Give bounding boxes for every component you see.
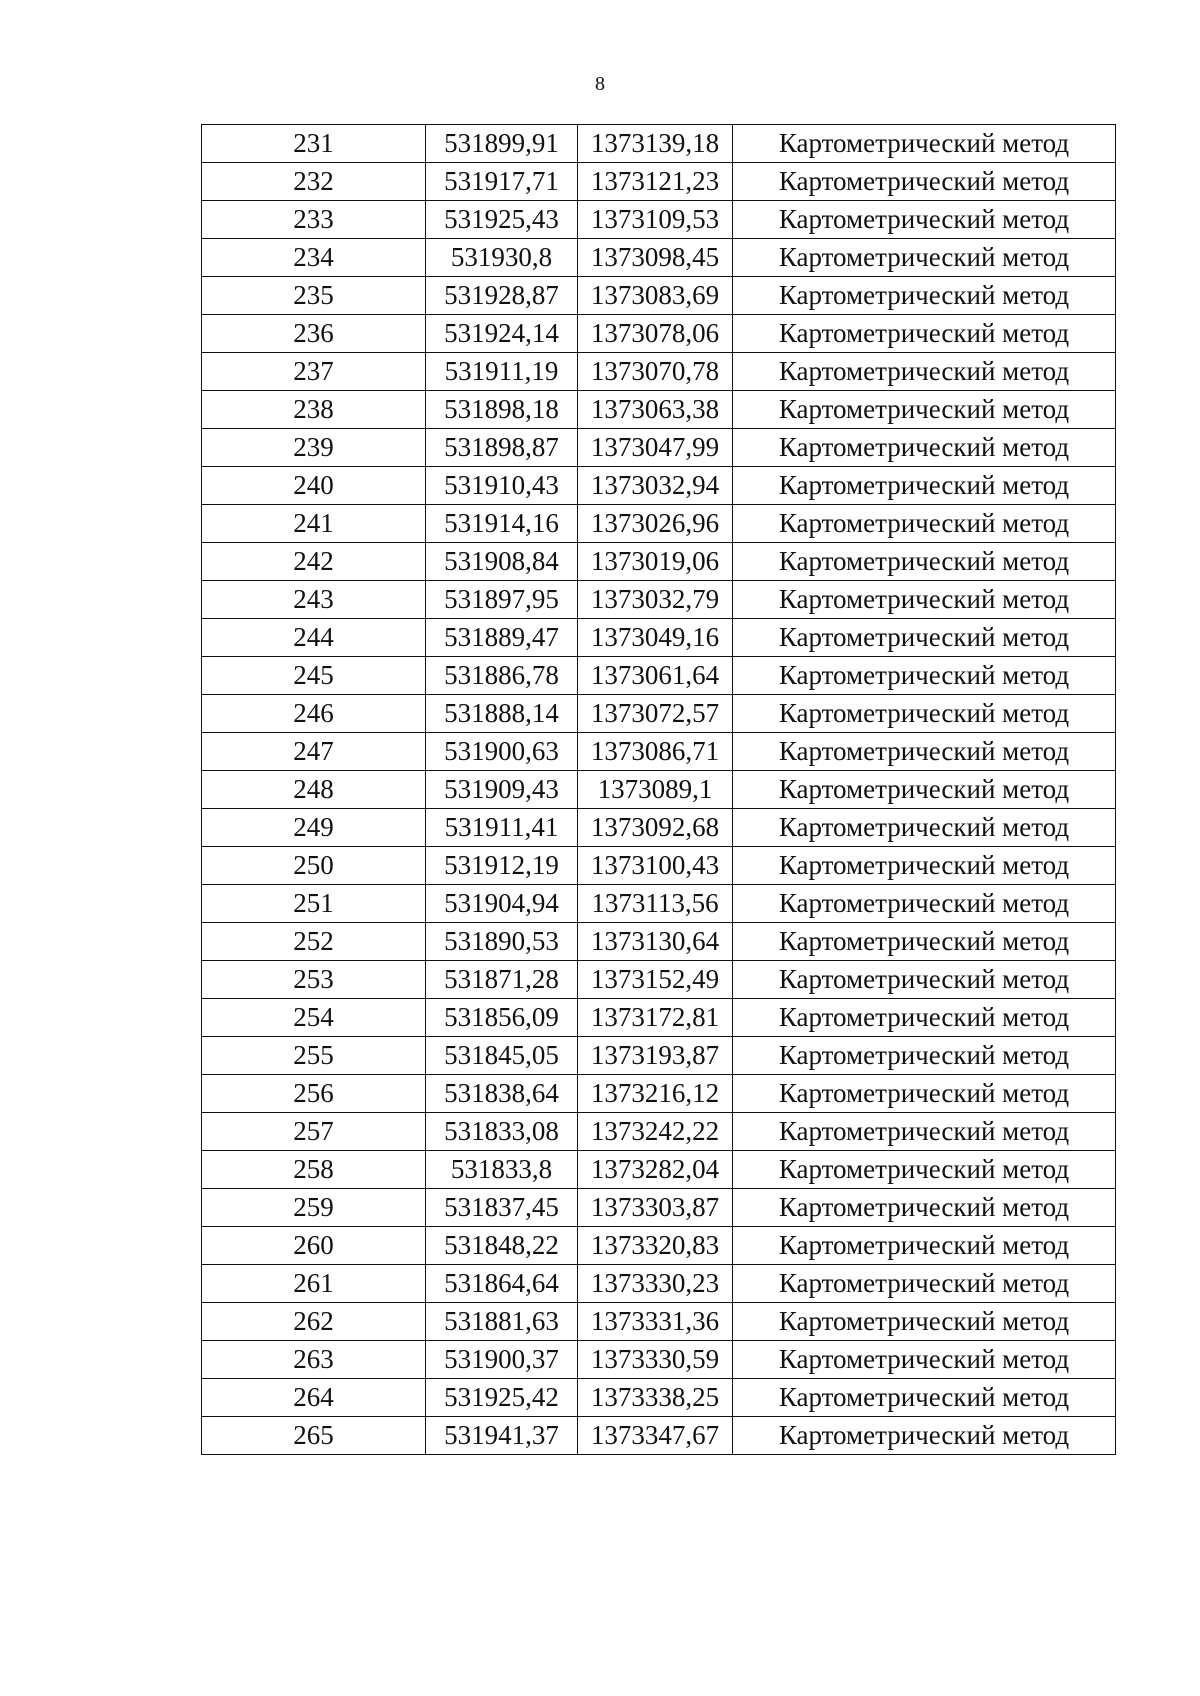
- method-cell: Картометрический метод: [733, 771, 1116, 809]
- table-row: [202, 771, 1116, 809]
- x-coordinate-cell: 531904,94: [426, 885, 578, 923]
- y-coordinate-cell: 1373072,57: [578, 695, 733, 733]
- y-coordinate-cell: 1373338,25: [578, 1379, 733, 1417]
- x-coordinate-cell: 531897,95: [426, 581, 578, 619]
- point-number-cell: 238: [202, 391, 426, 429]
- point-number-cell: 252: [202, 923, 426, 961]
- method-cell: Картометрический метод: [733, 619, 1116, 657]
- x-coordinate-cell: 531886,78: [426, 657, 578, 695]
- method-cell: Картометрический метод: [733, 543, 1116, 581]
- table-row: [202, 391, 1116, 429]
- table-row: [202, 1075, 1116, 1113]
- table-row: [202, 923, 1116, 961]
- method-cell: Картометрический метод: [733, 695, 1116, 733]
- y-coordinate-cell: 1373078,06: [578, 315, 733, 353]
- method-cell: Картометрический метод: [733, 505, 1116, 543]
- point-number-cell: 235: [202, 277, 426, 315]
- method-cell: Картометрический метод: [733, 201, 1116, 239]
- x-coordinate-cell: 531917,71: [426, 163, 578, 201]
- method-cell: Картометрический метод: [733, 125, 1116, 163]
- y-coordinate-cell: 1373083,69: [578, 277, 733, 315]
- method-cell: Картометрический метод: [733, 1379, 1116, 1417]
- y-coordinate-cell: 1373098,45: [578, 239, 733, 277]
- y-coordinate-cell: 1373086,71: [578, 733, 733, 771]
- x-coordinate-cell: 531864,64: [426, 1265, 578, 1303]
- table-row: [202, 277, 1116, 315]
- method-cell: Картометрический метод: [733, 1075, 1116, 1113]
- table-row: [202, 885, 1116, 923]
- point-number-cell: 245: [202, 657, 426, 695]
- table-row: [202, 1265, 1116, 1303]
- point-number-cell: 242: [202, 543, 426, 581]
- table-row: [202, 505, 1116, 543]
- method-cell: Картометрический метод: [733, 1341, 1116, 1379]
- method-cell: Картометрический метод: [733, 1227, 1116, 1265]
- x-coordinate-cell: 531925,42: [426, 1379, 578, 1417]
- y-coordinate-cell: 1373089,1: [578, 771, 733, 809]
- x-coordinate-cell: 531900,63: [426, 733, 578, 771]
- y-coordinate-cell: 1373092,68: [578, 809, 733, 847]
- y-coordinate-cell: 1373061,64: [578, 657, 733, 695]
- x-coordinate-cell: 531898,18: [426, 391, 578, 429]
- point-number-cell: 249: [202, 809, 426, 847]
- method-cell: Картометрический метод: [733, 277, 1116, 315]
- point-number-cell: 262: [202, 1303, 426, 1341]
- y-coordinate-cell: 1373320,83: [578, 1227, 733, 1265]
- table-row: [202, 1417, 1116, 1455]
- table-row: [202, 619, 1116, 657]
- method-cell: Картометрический метод: [733, 885, 1116, 923]
- y-coordinate-cell: 1373047,99: [578, 429, 733, 467]
- x-coordinate-cell: 531856,09: [426, 999, 578, 1037]
- point-number-cell: 246: [202, 695, 426, 733]
- table-row: [202, 125, 1116, 163]
- y-coordinate-cell: 1373032,79: [578, 581, 733, 619]
- method-cell: Картометрический метод: [733, 163, 1116, 201]
- y-coordinate-cell: 1373172,81: [578, 999, 733, 1037]
- point-number-cell: 261: [202, 1265, 426, 1303]
- point-number-cell: 259: [202, 1189, 426, 1227]
- y-coordinate-cell: 1373032,94: [578, 467, 733, 505]
- table-row: [202, 1379, 1116, 1417]
- point-number-cell: 236: [202, 315, 426, 353]
- method-cell: Картометрический метод: [733, 1303, 1116, 1341]
- y-coordinate-cell: 1373070,78: [578, 353, 733, 391]
- x-coordinate-cell: 531930,8: [426, 239, 578, 277]
- y-coordinate-cell: 1373242,22: [578, 1113, 733, 1151]
- table-row: [202, 847, 1116, 885]
- y-coordinate-cell: 1373152,49: [578, 961, 733, 999]
- y-coordinate-cell: 1373216,12: [578, 1075, 733, 1113]
- point-number-cell: 255: [202, 1037, 426, 1075]
- x-coordinate-cell: 531838,64: [426, 1075, 578, 1113]
- method-cell: Картометрический метод: [733, 657, 1116, 695]
- method-cell: Картометрический метод: [733, 847, 1116, 885]
- method-cell: Картометрический метод: [733, 961, 1116, 999]
- x-coordinate-cell: 531909,43: [426, 771, 578, 809]
- point-number-cell: 231: [202, 125, 426, 163]
- y-coordinate-cell: 1373139,18: [578, 125, 733, 163]
- point-number-cell: 256: [202, 1075, 426, 1113]
- x-coordinate-cell: 531848,22: [426, 1227, 578, 1265]
- table-row: [202, 581, 1116, 619]
- coordinates-table: [201, 124, 1116, 1455]
- method-cell: Картометрический метод: [733, 1151, 1116, 1189]
- table-row: [202, 1341, 1116, 1379]
- x-coordinate-cell: 531871,28: [426, 961, 578, 999]
- method-cell: Картометрический метод: [733, 1417, 1116, 1455]
- point-number-cell: 263: [202, 1341, 426, 1379]
- table-row: [202, 961, 1116, 999]
- x-coordinate-cell: 531911,41: [426, 809, 578, 847]
- x-coordinate-cell: 531914,16: [426, 505, 578, 543]
- point-number-cell: 233: [202, 201, 426, 239]
- point-number-cell: 265: [202, 1417, 426, 1455]
- point-number-cell: 232: [202, 163, 426, 201]
- table-row: [202, 163, 1116, 201]
- y-coordinate-cell: 1373331,36: [578, 1303, 733, 1341]
- point-number-cell: 248: [202, 771, 426, 809]
- table-row: [202, 201, 1116, 239]
- table-row: [202, 429, 1116, 467]
- point-number-cell: 251: [202, 885, 426, 923]
- table-row: [202, 239, 1116, 277]
- y-coordinate-cell: 1373303,87: [578, 1189, 733, 1227]
- y-coordinate-cell: 1373121,23: [578, 163, 733, 201]
- point-number-cell: 239: [202, 429, 426, 467]
- x-coordinate-cell: 531910,43: [426, 467, 578, 505]
- y-coordinate-cell: 1373019,06: [578, 543, 733, 581]
- point-number-cell: 243: [202, 581, 426, 619]
- x-coordinate-cell: 531899,91: [426, 125, 578, 163]
- method-cell: Картометрический метод: [733, 581, 1116, 619]
- method-cell: Картометрический метод: [733, 429, 1116, 467]
- method-cell: Картометрический метод: [733, 1113, 1116, 1151]
- point-number-cell: 244: [202, 619, 426, 657]
- y-coordinate-cell: 1373193,87: [578, 1037, 733, 1075]
- method-cell: Картометрический метод: [733, 353, 1116, 391]
- table-row: [202, 315, 1116, 353]
- point-number-cell: 257: [202, 1113, 426, 1151]
- table-row: [202, 467, 1116, 505]
- y-coordinate-cell: 1373100,43: [578, 847, 733, 885]
- table-row: [202, 1227, 1116, 1265]
- y-coordinate-cell: 1373282,04: [578, 1151, 733, 1189]
- method-cell: Картометрический метод: [733, 923, 1116, 961]
- x-coordinate-cell: 531898,87: [426, 429, 578, 467]
- table-row: [202, 1113, 1116, 1151]
- method-cell: Картометрический метод: [733, 315, 1116, 353]
- y-coordinate-cell: 1373330,59: [578, 1341, 733, 1379]
- point-number-cell: 264: [202, 1379, 426, 1417]
- coordinates-table-body: [202, 125, 1116, 1455]
- x-coordinate-cell: 531890,53: [426, 923, 578, 961]
- table-row: [202, 1303, 1116, 1341]
- point-number-cell: 253: [202, 961, 426, 999]
- table-row: [202, 999, 1116, 1037]
- point-number-cell: 237: [202, 353, 426, 391]
- table-row: [202, 1037, 1116, 1075]
- x-coordinate-cell: 531941,37: [426, 1417, 578, 1455]
- method-cell: Картометрический метод: [733, 239, 1116, 277]
- x-coordinate-cell: 531845,05: [426, 1037, 578, 1075]
- method-cell: Картометрический метод: [733, 733, 1116, 771]
- point-number-cell: 247: [202, 733, 426, 771]
- x-coordinate-cell: 531908,84: [426, 543, 578, 581]
- x-coordinate-cell: 531924,14: [426, 315, 578, 353]
- table-row: [202, 695, 1116, 733]
- x-coordinate-cell: 531911,19: [426, 353, 578, 391]
- y-coordinate-cell: 1373330,23: [578, 1265, 733, 1303]
- table-row: [202, 1151, 1116, 1189]
- point-number-cell: 240: [202, 467, 426, 505]
- table-row: [202, 353, 1116, 391]
- y-coordinate-cell: 1373063,38: [578, 391, 733, 429]
- y-coordinate-cell: 1373049,16: [578, 619, 733, 657]
- point-number-cell: 241: [202, 505, 426, 543]
- method-cell: Картометрический метод: [733, 1037, 1116, 1075]
- method-cell: Картометрический метод: [733, 999, 1116, 1037]
- x-coordinate-cell: 531925,43: [426, 201, 578, 239]
- y-coordinate-cell: 1373113,56: [578, 885, 733, 923]
- table-row: [202, 809, 1116, 847]
- x-coordinate-cell: 531833,8: [426, 1151, 578, 1189]
- x-coordinate-cell: 531928,87: [426, 277, 578, 315]
- x-coordinate-cell: 531900,37: [426, 1341, 578, 1379]
- point-number-cell: 254: [202, 999, 426, 1037]
- x-coordinate-cell: 531837,45: [426, 1189, 578, 1227]
- table-row: [202, 543, 1116, 581]
- method-cell: Картометрический метод: [733, 1189, 1116, 1227]
- table-row: [202, 733, 1116, 771]
- method-cell: Картометрический метод: [733, 1265, 1116, 1303]
- page-number: 8: [595, 73, 605, 95]
- table-row: [202, 657, 1116, 695]
- x-coordinate-cell: 531912,19: [426, 847, 578, 885]
- point-number-cell: 260: [202, 1227, 426, 1265]
- table-row: [202, 1189, 1116, 1227]
- x-coordinate-cell: 531889,47: [426, 619, 578, 657]
- y-coordinate-cell: 1373347,67: [578, 1417, 733, 1455]
- x-coordinate-cell: 531833,08: [426, 1113, 578, 1151]
- method-cell: Картометрический метод: [733, 391, 1116, 429]
- y-coordinate-cell: 1373026,96: [578, 505, 733, 543]
- method-cell: Картометрический метод: [733, 809, 1116, 847]
- point-number-cell: 250: [202, 847, 426, 885]
- x-coordinate-cell: 531888,14: [426, 695, 578, 733]
- x-coordinate-cell: 531881,63: [426, 1303, 578, 1341]
- y-coordinate-cell: 1373109,53: [578, 201, 733, 239]
- y-coordinate-cell: 1373130,64: [578, 923, 733, 961]
- method-cell: Картометрический метод: [733, 467, 1116, 505]
- point-number-cell: 234: [202, 239, 426, 277]
- point-number-cell: 258: [202, 1151, 426, 1189]
